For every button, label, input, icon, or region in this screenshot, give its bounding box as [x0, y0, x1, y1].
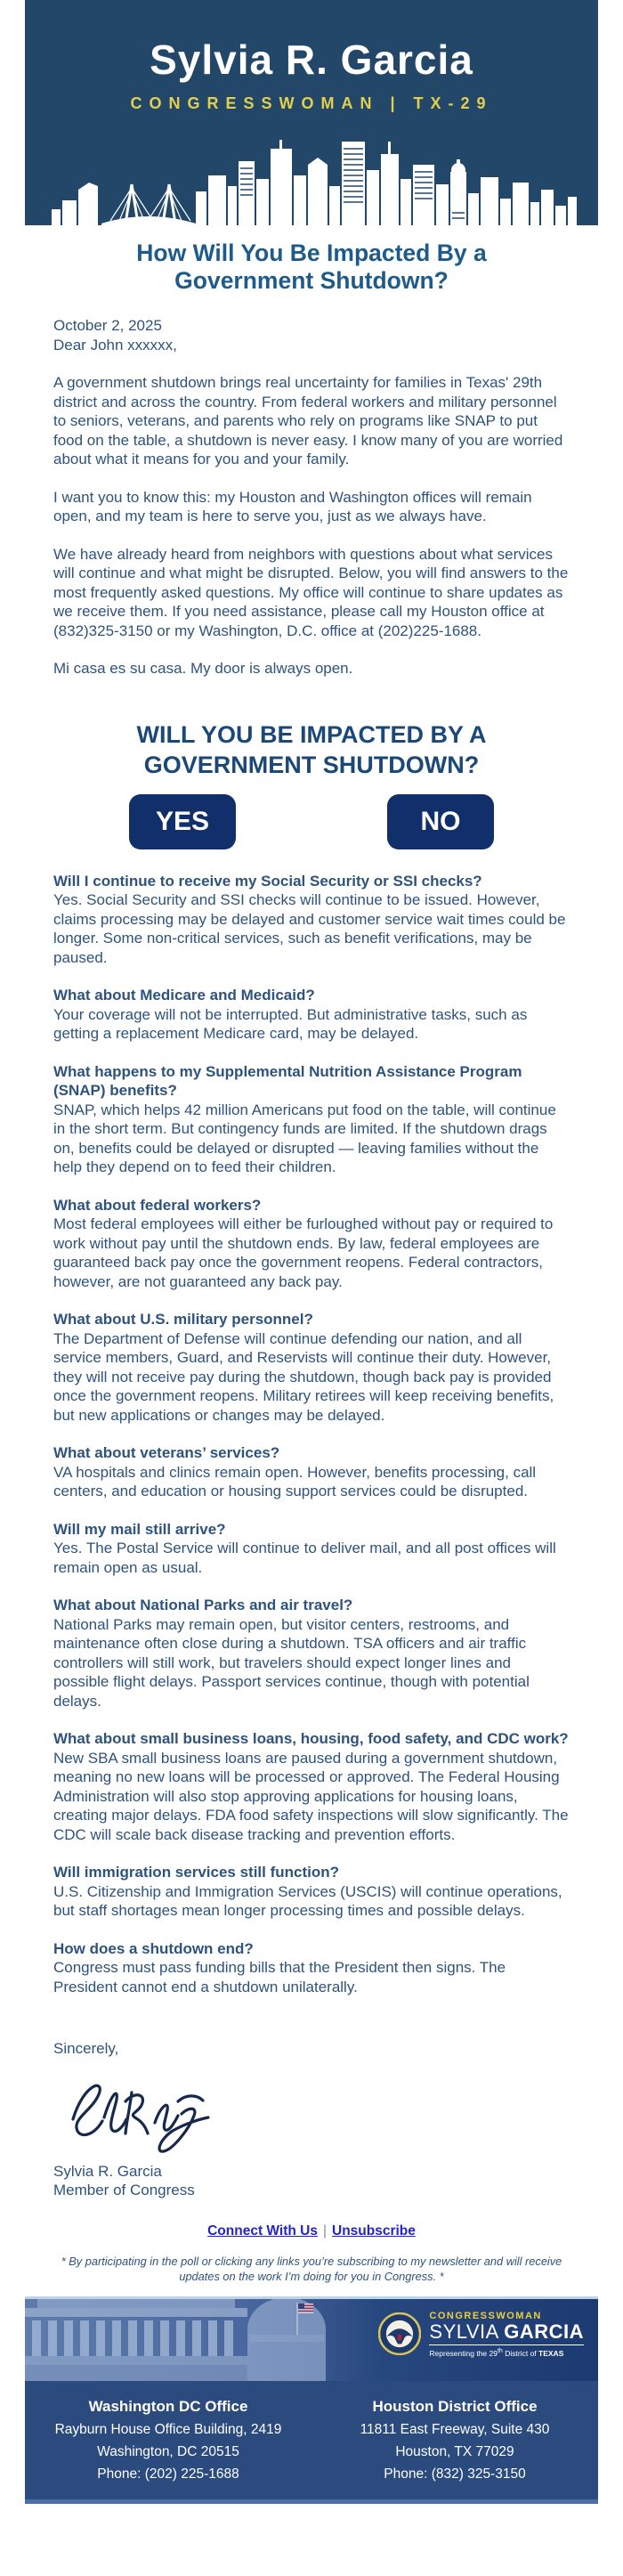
signature-image	[53, 2068, 222, 2157]
paragraph: I want you to know this: my Houston and Washington offices will remain open, and my team is here to serve you, just as we always have.	[53, 488, 532, 524]
office-address-line: Houston, TX 77029	[395, 2443, 514, 2459]
office-phone: Phone: (832) 325-3150	[384, 2466, 526, 2482]
faq-question: What about U.S. military personnel?	[53, 1311, 313, 1328]
paragraph: Mi casa es su casa. My door is always open.	[53, 660, 353, 677]
faq-item	[53, 1729, 570, 1844]
faq-question: Will immigration services still function?	[53, 1864, 340, 1881]
header-banner	[25, 0, 598, 225]
faq-answer: National Parks may remain open, but visitor centers, restrooms, and maintenance often close during a shutdown. TSA officers and air traffic controllers will still work, but travelers should expect longer lines and possible flight delays. Passport services continue, though with potential delays.	[53, 1615, 530, 1710]
office-address-line: Rayburn House Office Building, 2419	[54, 2421, 282, 2437]
email-title-line2: Government Shutdown?	[174, 267, 449, 294]
poll-no-button[interactable]: NO	[387, 794, 494, 849]
signoff: Sincerely,	[53, 2040, 119, 2057]
faq-item	[53, 1443, 570, 1501]
footer-links	[25, 2223, 598, 2239]
footer-logo	[378, 2311, 584, 2358]
faq-item	[53, 1310, 570, 1425]
faq-item	[53, 1196, 570, 1292]
faq-answer: Congress must pass funding bills that the President then signs. The President cannot end a shutdown unilaterally.	[53, 1959, 506, 1995]
header-subtitle: CONGRESSWOMAN | TX-29	[130, 94, 493, 112]
salutation: Dear John xxxxxx,	[53, 336, 177, 353]
letter-body	[25, 316, 598, 679]
poll-heading	[25, 719, 598, 780]
office-washington	[25, 2394, 312, 2485]
faq-question: What about small business loans, housing, food safety, and CDC work?	[53, 1730, 569, 1747]
logo-divider	[429, 2344, 584, 2345]
faq-answer: Your coverage will not be interrupted. But administrative tasks, such as getting a replacement Medicare card, may be delayed.	[53, 1005, 528, 1042]
footer-logo-text	[429, 2311, 584, 2358]
office-address-line: Washington, DC 20515	[97, 2443, 239, 2459]
sender-name: Sylvia R. Garcia	[53, 2162, 162, 2180]
faq-question: Will my mail still arrive?	[53, 1520, 226, 1538]
faq-answer: SNAP, which helps 42 million Americans put food on the table, will continue in the short term. But contingency funds are limited. If the shutdown drags on, benefits could be delayed or disrupted — leaving families without the help they depend on to feed their children.	[53, 1101, 556, 1175]
paragraph: We have already heard from neighbors with questions about what services will continue and what might be disrupted. Below, you will find answers to the most frequently asked questions. My office will continue to share updates as we receive them. If you need assistance, please call my Houston office at (832)325-3150 or my Washington, D.C. office at (202)225-1688.	[53, 545, 569, 639]
faq-question: How does a shutdown end?	[53, 1939, 254, 1957]
email-title	[25, 240, 598, 295]
logo-name-first: SYLVIA	[429, 2320, 505, 2343]
logo-tagline: Representing the 29th District of TEXAS	[429, 2346, 564, 2358]
faq-question: What about Medicare and Medicaid?	[53, 987, 315, 1004]
faq-answer: VA hospitals and clinics remain open. However, benefits processing, call centers, and education or housing support services could be disrupted.	[53, 1463, 537, 1499]
faq-answer: Most federal employees will either be furloughed without pay or required to work without pay until the shutdown ends. By law, federal employees are guaranteed back pay once the government reopens. Federal contractors, however, are not guaranteed any back pay.	[53, 1215, 554, 1290]
header-name: Sylvia R. Garcia	[150, 37, 473, 83]
faq-item	[53, 986, 570, 1044]
faq-answer: The Department of Defense will continue defending our nation, and all service members, Guard, and Reservists will continue their duty. However, they will not receive pay during the shutdown, though back pay is provided once the government reopens. Military retirees will keep receiving benefits, but new applications or changes may be delayed.	[53, 1329, 554, 1424]
logo-name-last: GARCIA	[504, 2320, 584, 2343]
poll-heading-line1: WILL YOU BE IMPACTED BY A	[136, 720, 487, 748]
email-title-line1: How Will You Be Impacted By a	[136, 240, 487, 266]
faq-item	[53, 1596, 570, 1711]
faq-item	[53, 1520, 570, 1578]
sender-role: Member of Congress	[53, 2182, 195, 2198]
faq-answer: U.S. Citizenship and Immigration Services (USCIS) will continue operations, but staff shortages mean longer processing times and possible delays.	[53, 1882, 562, 1919]
faq-item	[53, 872, 570, 968]
faq-question: What about federal workers?	[53, 1196, 262, 1214]
office-address-line: 11811 East Freeway, Suite 430	[360, 2421, 550, 2437]
poll-heading-line2: GOVERNMENT SHUTDOWN?	[143, 751, 480, 778]
faq-section	[25, 849, 598, 1997]
faq-item	[53, 1863, 570, 1921]
logo-congresswoman: CONGRESSWOMAN	[429, 2310, 542, 2321]
footer-offices	[25, 2381, 598, 2499]
poll-buttons	[25, 794, 598, 849]
connect-with-us-link[interactable]: Connect With Us	[207, 2223, 318, 2239]
faq-answer: Yes. Social Security and SSI checks will continue to be issued. However, claims processing may be delayed and customer service wait times could be longer. Some non-critical services, such as benefit verifications, may be paused.	[53, 891, 566, 966]
unsubscribe-link[interactable]: Unsubscribe	[332, 2223, 416, 2239]
faq-question: What about veterans’ services?	[53, 1444, 280, 1461]
faq-answer: Yes. The Postal Service will continue to deliver mail, and all post offices will remain open as usual.	[53, 1540, 556, 1576]
office-title: Houston District Office	[372, 2397, 538, 2415]
closing-section	[25, 2039, 598, 2200]
faq-item	[53, 1062, 570, 1177]
faq-question: What happens to my Supplemental Nutrition Assistance Program (SNAP) benefits?	[53, 1062, 522, 1099]
faq-question: What about National Parks and air travel?	[53, 1597, 353, 1613]
faq-item	[53, 1939, 570, 1997]
office-title: Washington DC Office	[88, 2397, 248, 2415]
footer-banner	[25, 2296, 598, 2381]
city-skyline-icon	[25, 134, 598, 225]
office-houston	[312, 2394, 598, 2485]
house-seal-icon	[378, 2312, 421, 2355]
link-separator: |	[322, 2223, 327, 2239]
paragraph: A government shutdown brings real uncertainty for families in Texas' 29th district and across the country. From federal workers and military personnel to seniors, veterans, and parents who rely on programs like SNAP to put food on the table, a shutdown is never easy. I know many of you are worried about what it means for you and your family.	[53, 374, 563, 467]
office-phone: Phone: (202) 225-1688	[97, 2466, 239, 2482]
poll-yes-button[interactable]: YES	[129, 794, 236, 849]
faq-question: Will I continue to receive my Social Security or SSI checks?	[53, 872, 482, 890]
faq-answer: New SBA small business loans are paused during a government shutdown, meaning no new loans will be processed or approved. The Federal Housing Administration will also stop approving applications for housing loans, creating major delays. FDA food safety inspections will slow significantly. The CDC will scale back disease tracking and prevention efforts.	[53, 1749, 569, 1843]
footer	[25, 2296, 598, 2504]
capitol-photo-icon	[25, 2299, 408, 2381]
disclaimer-text: * By participating in the poll or clicking any links you’re subscribing to my newsletter and will receive updates on the work I’m doing for you in Congress. *	[61, 2254, 562, 2283]
logo-name	[429, 2321, 584, 2343]
date: October 2, 2025	[53, 317, 162, 334]
